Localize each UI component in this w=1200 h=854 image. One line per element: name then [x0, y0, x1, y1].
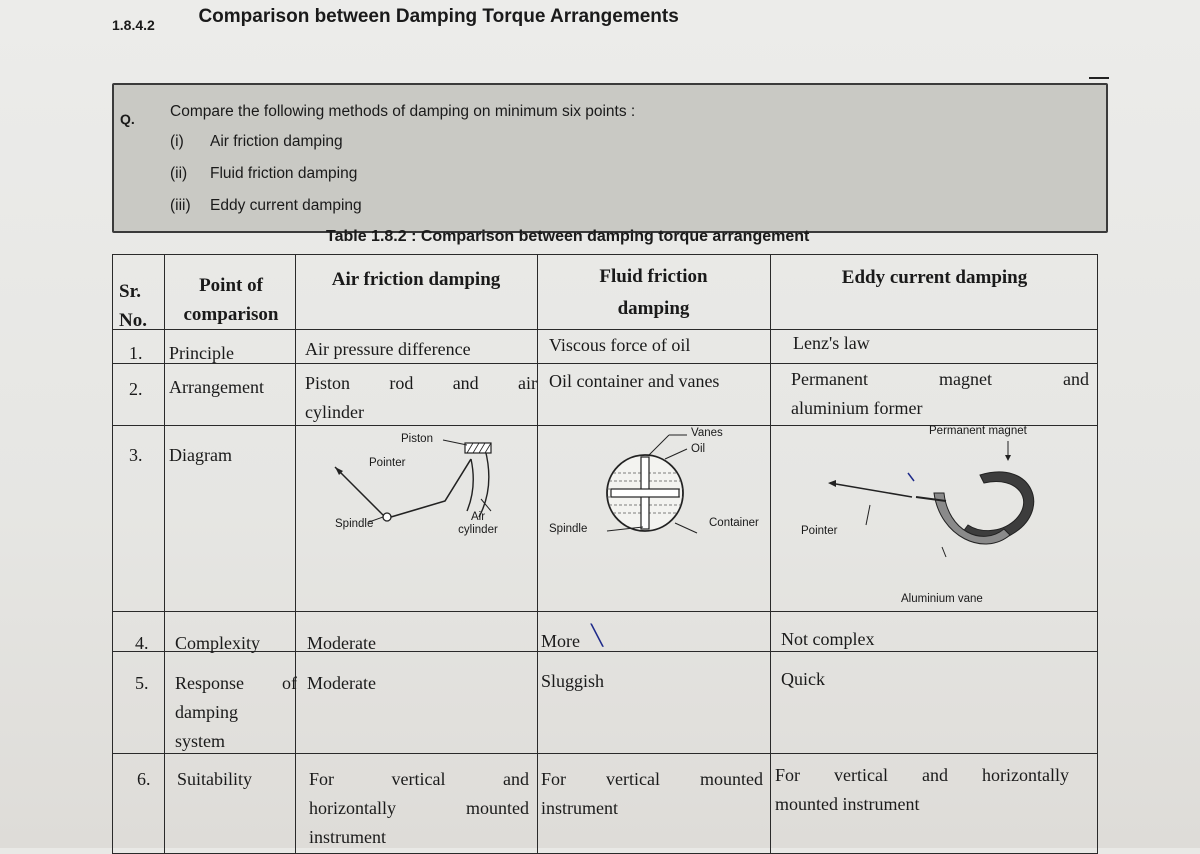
header-point: Point of comparison: [183, 275, 279, 325]
row1-sr: 1.: [129, 343, 143, 363]
row1-eddy: Lenz's law: [793, 333, 870, 353]
section-title: Comparison between Damping Torque Arrangements: [198, 6, 679, 27]
question-box: [112, 83, 1108, 233]
row3-point: Diagram: [169, 445, 232, 465]
row6-eddy: For vertical and horizontally mounted instrument: [775, 765, 1069, 814]
vane-horizontal: [611, 489, 679, 497]
row-divider: [113, 611, 1097, 612]
label-spindle: Spindle: [335, 518, 374, 530]
pointer-arrowhead: [828, 480, 836, 487]
row2-air: Piston rod and air cylinder: [305, 373, 537, 422]
header-sr: Sr. No.: [119, 281, 147, 331]
header-eddy: Eddy current damping: [841, 267, 1028, 288]
question-item: (iii) Eddy current damping: [170, 197, 362, 214]
pointer-line: [335, 467, 383, 515]
label-pointer: Pointer: [801, 525, 838, 537]
pointer-leader: [866, 505, 870, 525]
row4-air: Moderate: [307, 633, 376, 653]
row5-sr: 5.: [135, 673, 149, 693]
cylinder-wall: [467, 459, 473, 511]
row3-sr: 3.: [129, 445, 143, 465]
decorative-rule: [1089, 77, 1109, 79]
label-container: Container: [709, 517, 759, 529]
comparison-table: [112, 254, 1098, 854]
row6-sr: 6.: [137, 769, 151, 789]
row5-air: Moderate: [307, 673, 376, 693]
row2-sr: 2.: [129, 379, 143, 399]
label-aluminium-vane: Aluminium vane: [901, 593, 983, 605]
row-divider: [113, 651, 1097, 652]
eddy-current-diagram: [770, 427, 1099, 609]
row1-air: Air pressure difference: [305, 339, 471, 359]
row5-point: Response of damping system: [175, 673, 297, 751]
row6-point: Suitability: [177, 769, 253, 789]
column-divider: [164, 255, 165, 853]
row2-fluid: Oil container and vanes: [549, 371, 720, 391]
pen-mark: [908, 473, 914, 481]
row6-air: For vertical and horizontally mounted instrument: [309, 769, 529, 847]
row1-fluid: Viscous force of oil: [549, 335, 691, 355]
table-caption: Table 1.8.2 : Comparison between damping torque arrangement: [326, 228, 810, 245]
spindle-circle: [383, 513, 391, 521]
label-magnet: Permanent magnet: [929, 425, 1027, 437]
question-item: (ii) Fluid friction damping: [170, 165, 358, 182]
question-item: (i) Air friction damping: [170, 133, 343, 150]
row4-point: Complexity: [175, 633, 260, 653]
pen-mark: ╲: [591, 625, 604, 647]
oil-leader: [665, 449, 687, 459]
row1-point: Principle: [169, 343, 234, 363]
header-air: Air friction damping: [331, 269, 501, 290]
container-leader: [675, 523, 697, 533]
row4-sr: 4.: [135, 633, 149, 653]
piston-leader: [443, 440, 467, 445]
label-piston: Piston: [401, 433, 433, 445]
label-air-cylinder: Air cylinder: [458, 511, 498, 536]
row4-eddy: Not complex: [781, 629, 875, 649]
row5-eddy: Quick: [781, 669, 825, 689]
row5-fluid: Sluggish: [541, 671, 605, 691]
section-heading: [112, 6, 679, 33]
vane-leader: [942, 547, 946, 557]
question-text: Compare the following methods of damping on minimum six points :: [170, 103, 636, 120]
label-vanes: Vanes: [691, 427, 723, 439]
permanent-magnet: [962, 472, 1034, 541]
label-spindle: Spindle: [549, 523, 588, 535]
header-fluid: Fluid friction damping: [599, 266, 708, 319]
question-label: Q.: [120, 111, 135, 127]
row6-fluid: For vertical mounted instrument: [541, 769, 763, 818]
label-pointer: Pointer: [369, 457, 406, 469]
row4-fluid: More: [541, 631, 580, 651]
label-oil: Oil: [691, 443, 706, 455]
row-divider: [113, 329, 1097, 330]
pointer-line: [830, 483, 912, 497]
vanes-leader: [649, 435, 669, 455]
row2-point: Arrangement: [169, 377, 264, 397]
row-divider: [113, 363, 1097, 364]
row2-eddy: Permanent magnet and aluminium former: [791, 369, 1089, 418]
section-number: 1.8.4.2: [112, 17, 155, 33]
